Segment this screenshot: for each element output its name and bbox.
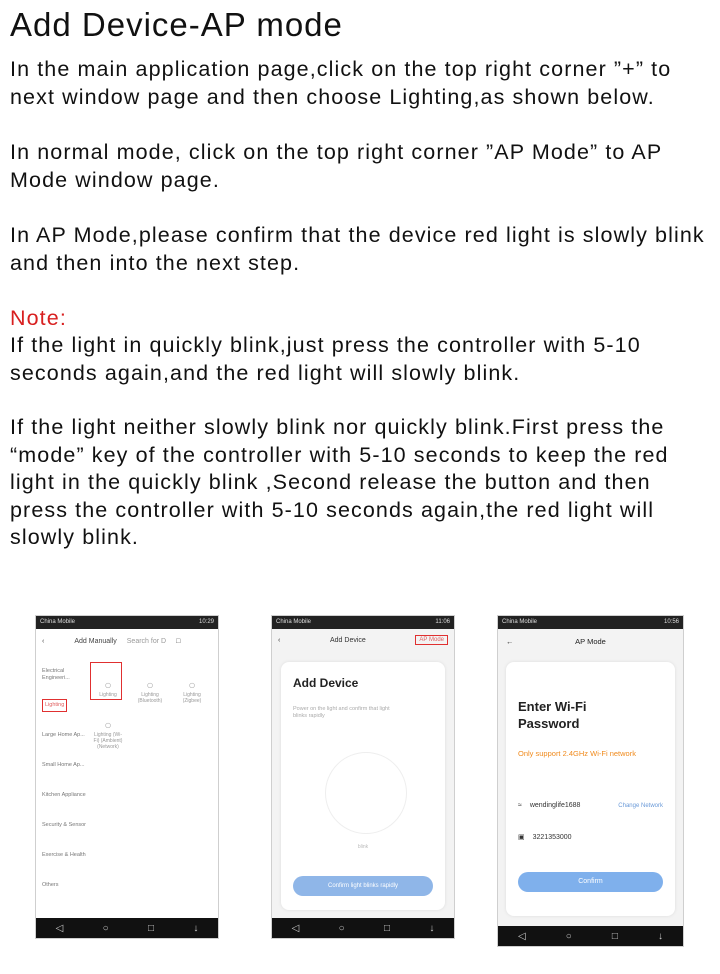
device-label: Lighting (Zigbee) — [182, 692, 202, 704]
device-item[interactable] — [92, 718, 124, 750]
confirm-blink-button[interactable]: Confirm light blinks rapidly — [293, 876, 433, 896]
recent-nav-icon[interactable]: □ — [611, 930, 618, 942]
header-title: AP Mode — [575, 636, 606, 646]
ssid-row — [518, 802, 663, 809]
category-item-selected[interactable] — [36, 690, 90, 720]
bulb-icon: ○ — [188, 678, 196, 692]
instruction-paragraph-1: In the main application page,click on the top right corner ”+” to next window page and then choose Lighting,as shown below. — [10, 57, 672, 109]
carrier-text: China Mobile — [40, 619, 76, 625]
device-grid — [92, 666, 218, 756]
back-nav-icon[interactable]: ◁ — [518, 930, 526, 942]
password-row[interactable] — [518, 833, 663, 841]
header — [498, 629, 683, 653]
category-item[interactable]: Electrical Engineeri... — [42, 668, 70, 681]
screenshot-add-device — [271, 615, 455, 939]
confirm-button[interactable]: Confirm — [518, 872, 663, 892]
home-nav-icon[interactable]: ○ — [338, 922, 345, 934]
instruction-paragraph-3: In AP Mode,please confirm that the device red light is slowly blink and then into the next step. — [10, 223, 705, 275]
header-title: Add Device — [329, 636, 366, 644]
status-bar — [36, 616, 218, 629]
page-title: Add Device-AP mode — [10, 6, 343, 43]
password-field[interactable]: 3221353000 — [532, 833, 572, 841]
scan-icon[interactable]: □ — [176, 637, 181, 645]
ssid-value: wendinglife1688 — [529, 802, 581, 809]
device-item[interactable] — [176, 678, 208, 704]
clock-text: 11:06 — [435, 619, 450, 625]
screenshot-add-manually — [35, 615, 219, 939]
clock-text: 10:56 — [663, 619, 679, 625]
screenshot-ap-mode — [497, 615, 684, 947]
home-nav-icon[interactable]: ○ — [565, 930, 572, 942]
nav-bar — [498, 926, 683, 946]
tab-add-manually[interactable]: Add Manually — [74, 637, 117, 645]
note-label: Note: — [10, 306, 67, 330]
device-label: Lighting (Wi-Fi) (Ambient) (Network) — [93, 732, 123, 750]
back-nav-icon[interactable]: ◁ — [291, 922, 300, 934]
menu-nav-icon[interactable]: ↓ — [429, 922, 435, 934]
header — [36, 629, 218, 653]
blink-label: blink — [357, 844, 369, 850]
status-bar — [498, 616, 683, 629]
card-instruction: Power on the light and confirm that light blinks rapidly — [293, 706, 390, 719]
carrier-text: China Mobile — [276, 619, 312, 625]
menu-nav-icon[interactable]: ↓ — [193, 922, 199, 934]
ap-mode-button[interactable]: AP Mode — [415, 635, 448, 645]
recent-nav-icon[interactable]: □ — [147, 922, 155, 934]
wifi-card — [506, 662, 675, 916]
bulb-icon: ○ — [104, 718, 112, 732]
add-device-card — [281, 662, 445, 910]
recent-nav-icon[interactable]: □ — [383, 922, 391, 934]
category-item[interactable]: Large Home Ap... — [42, 731, 85, 738]
back-icon[interactable]: ‹ — [278, 636, 281, 644]
change-network-link[interactable]: Change Network — [618, 802, 663, 809]
device-item[interactable] — [92, 678, 124, 698]
back-icon[interactable]: ‹ — [42, 637, 45, 645]
wifi-heading: Enter Wi-Fi Password — [518, 699, 587, 731]
device-label: Lighting (Bluetooth) — [137, 692, 163, 704]
back-arrow-icon[interactable]: ← — [506, 636, 514, 646]
category-item[interactable]: Kitchen Appliance — [42, 791, 86, 798]
category-label: Lighting — [42, 699, 67, 712]
note-paragraph-1: If the light in quickly blink,just press the controller with 5-10 seconds again,and the red light will slowly blink. — [10, 333, 641, 385]
clock-text: 10:29 — [198, 619, 214, 625]
wifi-warning: Only support 2.4GHz Wi-Fi network — [518, 749, 636, 758]
status-bar — [272, 616, 454, 629]
nav-bar — [272, 918, 454, 938]
instruction-paragraph-2: In normal mode, click on the top right corner ”AP Mode” to AP Mode window page. — [10, 140, 662, 192]
back-nav-icon[interactable]: ◁ — [55, 922, 64, 934]
light-illustration — [325, 752, 407, 834]
wifi-icon: ≈ — [518, 802, 522, 809]
carrier-text: China Mobile — [502, 619, 538, 625]
bulb-icon: ○ — [146, 678, 154, 692]
device-label: Lighting — [99, 692, 117, 698]
category-item[interactable]: Small Home Ap... — [42, 761, 85, 768]
category-item[interactable]: Others — [42, 881, 59, 888]
device-item[interactable] — [134, 678, 166, 704]
home-nav-icon[interactable]: ○ — [102, 922, 109, 934]
menu-nav-icon[interactable]: ↓ — [657, 930, 663, 942]
bulb-icon: ○ — [104, 678, 112, 692]
header — [272, 629, 454, 651]
note-paragraph-2: If the light neither slowly blink nor quickly blink.First press the “mode” key of the controller with 5-10 seconds to keep the red light in the quickly blink ,Second release the button and then press the controller with 5-10 seconds again,the red light will slowly blink. — [10, 415, 669, 549]
tab-search[interactable]: Search for D — [126, 637, 167, 645]
card-heading: Add Device — [293, 676, 359, 690]
category-item[interactable]: Exercise & Health — [42, 851, 86, 858]
category-item[interactable]: Security & Sensor — [42, 821, 87, 828]
category-sidebar — [36, 660, 90, 900]
lock-icon: ▣ — [518, 834, 525, 841]
nav-bar — [36, 918, 218, 938]
